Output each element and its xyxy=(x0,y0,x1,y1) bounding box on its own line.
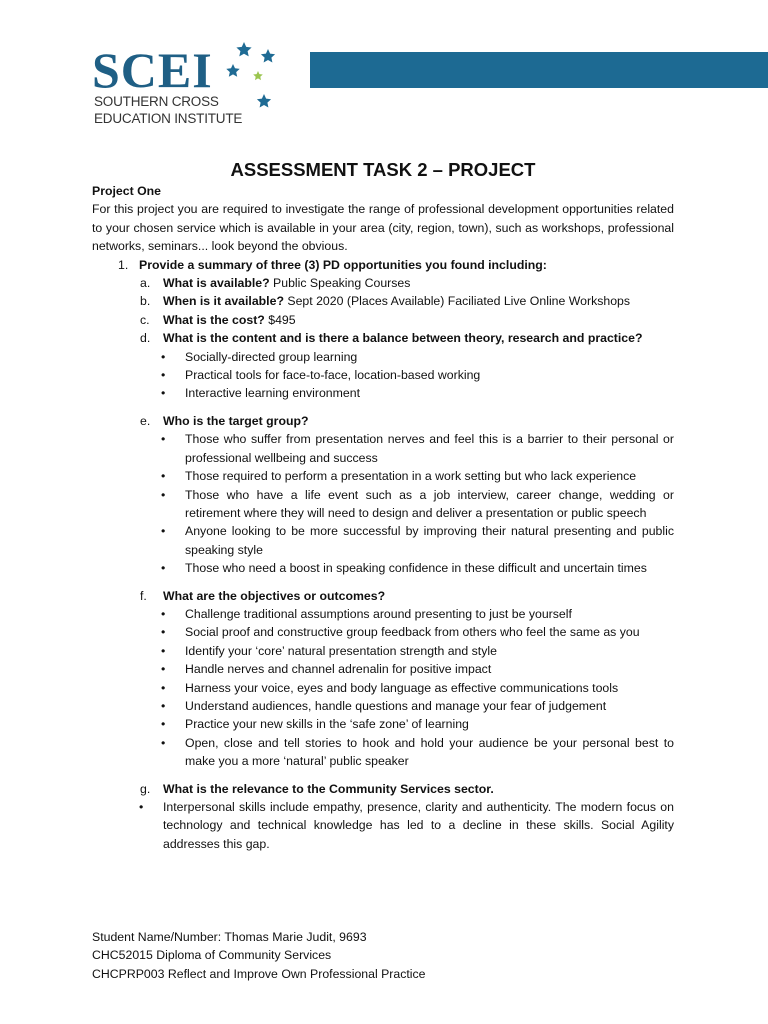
bullet-icon: • xyxy=(161,680,166,695)
bullet-text: Harness your voice, eyes and body language as effective communications tools xyxy=(185,680,619,695)
item-answer: $495 xyxy=(264,312,296,327)
header-bar xyxy=(310,52,768,88)
bullet-text: Those who need a boost in speaking confidence in these difficult and uncertain times xyxy=(185,561,647,576)
item-question: What are the objectives or outcomes? xyxy=(163,588,386,603)
bullet-icon: • xyxy=(161,662,166,677)
bullet-text: Practice your new skills in the ‘safe zone’ of learning xyxy=(185,717,469,732)
question-1 xyxy=(92,256,674,274)
bullet-icon: • xyxy=(161,386,166,401)
bullet-text: Open, close and tell stories to hook and hold your audience be your personal best to make you a more ‘natural’ public speaker xyxy=(185,735,674,769)
list-item xyxy=(92,642,674,660)
bullet-text: Those who suffer from presentation nerves and feel this is a barrier to their personal or professional wellbeing and success xyxy=(185,432,674,465)
item-e xyxy=(92,412,674,430)
bullet-icon: • xyxy=(139,800,144,814)
logo-line-2: EDUCATION INSTITUTE xyxy=(94,111,243,126)
bullet-icon: • xyxy=(161,606,166,621)
item-letter: c. xyxy=(140,312,150,327)
list-item xyxy=(92,467,674,485)
item-question: What is available? xyxy=(163,276,270,291)
scei-logo xyxy=(92,42,292,132)
list-item xyxy=(92,430,674,467)
star-icon xyxy=(261,49,275,63)
list-item xyxy=(92,734,674,771)
footer-course: CHC52015 Diploma of Community Services xyxy=(92,948,332,963)
bullet-text: Challenge traditional assumptions around presenting to just be yourself xyxy=(185,606,572,621)
item-question: What is the content and is there a balance between theory, research and practice? xyxy=(163,331,643,346)
item-a xyxy=(92,274,674,292)
star-icon xyxy=(257,94,271,108)
bullet-icon: • xyxy=(161,698,166,713)
item-letter: f. xyxy=(140,588,147,603)
bullet-icon: • xyxy=(161,368,166,383)
intro-paragraph: For this project you are required to investigate the range of professional development opportunities related to your chosen service which is available in your area (city, region, town), such as workshops, professional networks, seminars... look beyond the obvious. xyxy=(92,202,674,254)
item-letter: a. xyxy=(140,276,151,291)
list-item xyxy=(92,697,674,715)
list-item xyxy=(92,486,674,523)
bullet-icon: • xyxy=(161,487,166,502)
bullet-icon: • xyxy=(161,469,166,484)
bullet-text: Social proof and constructive group feedback from others who feel the same as you xyxy=(185,625,640,640)
bullet-icon: • xyxy=(161,625,166,640)
bullet-text: Socially-directed group learning xyxy=(185,349,358,364)
question-text: Provide a summary of three (3) PD opportunities you found including: xyxy=(139,257,547,272)
list-item xyxy=(92,715,674,733)
list-item xyxy=(92,623,674,641)
item-letter: e. xyxy=(140,413,151,428)
item-d xyxy=(92,329,674,347)
bullet-text: Identify your ‘core’ natural presentation strength and style xyxy=(185,643,497,658)
item-letter: d. xyxy=(140,331,151,346)
list-item xyxy=(92,798,674,853)
list-item xyxy=(92,522,674,559)
item-letter: g. xyxy=(140,781,151,796)
bullet-text: Anyone looking to be more successful by improving their natural presenting and public speaking style xyxy=(185,524,674,557)
star-icon xyxy=(236,42,251,56)
item-answer: Public Speaking Courses xyxy=(269,276,411,291)
item-c xyxy=(92,311,674,329)
bullet-icon: • xyxy=(161,643,166,658)
document-body xyxy=(92,158,674,853)
item-f xyxy=(92,587,674,605)
list-item xyxy=(92,679,674,697)
project-heading: Project One xyxy=(92,184,162,198)
bullet-text: Those who have a life event such as a job interview, career change, wedding or retirement where they will need to design and deliver a presentation or public speech xyxy=(185,487,674,520)
bullet-text: Practical tools for face-to-face, location-based working xyxy=(185,368,481,383)
footer-unit: CHCPRP003 Reflect and Improve Own Professional Practice xyxy=(92,966,426,981)
item-question: When is it available? xyxy=(163,294,284,309)
item-b xyxy=(92,292,674,310)
bullet-icon: • xyxy=(161,349,166,364)
item-question: Who is the target group? xyxy=(163,413,309,428)
bullet-icon: • xyxy=(161,432,166,447)
list-item xyxy=(92,348,674,366)
logo-wordmark: SCEI xyxy=(92,42,213,98)
star-icon xyxy=(226,64,239,77)
item-g xyxy=(92,780,674,798)
bullet-text: Understand audiences, handle questions and manage your fear of judgement xyxy=(185,698,607,713)
bullet-icon: • xyxy=(161,561,166,576)
star-icon xyxy=(253,71,263,80)
footer-student: Student Name/Number: Thomas Marie Judit, 9693 xyxy=(92,930,367,944)
list-item xyxy=(92,366,674,384)
bullet-icon: • xyxy=(161,524,166,539)
list-item xyxy=(92,384,674,402)
logo-line-1: SOUTHERN CROSS xyxy=(94,94,219,109)
list-item xyxy=(92,559,674,577)
page-title: ASSESSMENT TASK 2 – PROJECT xyxy=(230,159,536,180)
document-footer xyxy=(92,928,426,983)
bullet-text: Interpersonal skills include empathy, presence, clarity and authenticity. The modern focus on technology and technical knowledge has led to a decline in these skills. Social Agility addresses this gap. xyxy=(163,800,674,851)
item-question: What is the cost? xyxy=(163,312,265,327)
item-question: What is the relevance to the Community Services sector. xyxy=(163,781,494,796)
bullet-text: Interactive learning environment xyxy=(185,386,360,401)
item-letter: b. xyxy=(140,294,151,309)
question-number: 1. xyxy=(118,257,129,272)
item-answer: Sept 2020 (Places Available) Faciliated Live Online Workshops xyxy=(283,294,631,309)
bullet-icon: • xyxy=(161,735,166,750)
southern-cross-stars-icon xyxy=(216,42,276,110)
bullet-icon: • xyxy=(161,717,166,732)
bullet-text: Handle nerves and channel adrenalin for positive impact xyxy=(185,662,492,677)
list-item xyxy=(92,605,674,623)
list-item xyxy=(92,660,674,678)
bullet-text: Those required to perform a presentation in a work setting but who lack experience xyxy=(185,469,637,484)
